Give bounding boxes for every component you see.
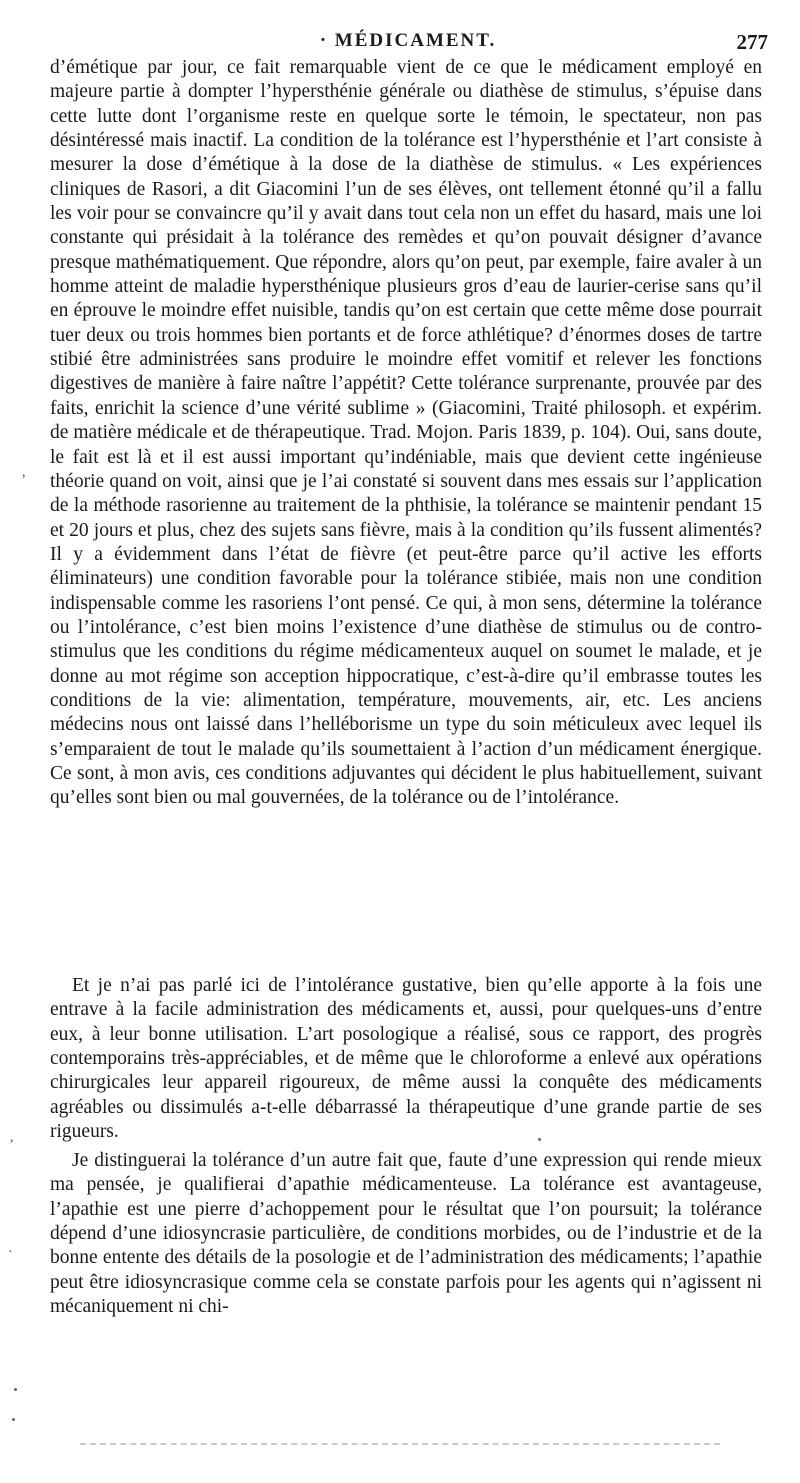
margin-speck: ,	[22, 465, 26, 480]
running-title: · MÉDICAMENT.	[319, 30, 497, 51]
paragraph-intolerance-gustative: Et je n’ai pas parlé ici de l’intolérance gustative, bien qu’elle apporte à la fois une entrave à la facile administration des médicaments et, aussi, pour quelques-uns d’entre eux, à leur bonne utilisation. L’art posologique a réalisé, sous ce rapport, des progrès contemporains très-appréciables, et de même que le chloroforme a enlevé aux opérations chirurgicales leur appareil rigoureux, de même aussi la conquête des médicaments agréables ou dissimulés a-t-elle débarrassé la thérapeutique d’une grande partie de ses rigueurs.	[50, 975, 762, 1143]
body-text	[50, 56, 762, 1394]
page-number: 277	[736, 30, 768, 54]
margin-speck: ,	[10, 1130, 14, 1145]
margin-speck: ·	[8, 1245, 13, 1260]
bottom-bleed-through-line	[80, 1443, 720, 1445]
ink-dot	[538, 1138, 541, 1141]
paragraph-apathie-medicamenteuse: Je distinguerai la tolérance d’un autre fait que, faute d’une expression qui rende mieux ma pensée, je qualifierai d’apathie médicamenteuse. La tolérance est avantageuse, l’apathie est une pierre d’achoppement pour le résultat que l’on poursuit; la tolérance dépend d’une idiosyncrasie particulière, de conditions morbides, ou de l’industrie et de la bonne entente des détails de la posologie et de l’administration des médicaments; l’apathie peut être idiosyncrasique comme cela se constate parfois pour les agents qui n’agissent ni mécaniquement ni chi-	[50, 1150, 762, 1318]
ink-dot	[12, 1418, 15, 1421]
page-header	[48, 30, 768, 56]
paragraph-tolerance-rasori: d’émétique par jour, ce fait remarquable vient de ce que le médicament employé en majeure partie à dompter l’hypersthénie générale ou diathèse de stimulus, s’épuise dans cette lutte dont l’organisme reste en quelque sorte le témoin, le spectateur, non pas désintéressé mais inactif. La condition de la tolérance est l’hypersthénie et l’art consiste à mesurer la dose d’émétique à la dose de la diathèse de stimulus. « Les expériences cliniques de Rasori, a dit Giacomini l’un de ses élèves, ont tellement étonné qu’il a fallu les voir pour se convaincre qu’il y avait dans tout cela non un effet du hasard, mais une loi constante qui présidait à la tolérance des remèdes et qu’on pouvait désigner d’avance presque mathématiquement. Que répondre, alors qu’on peut, par exemple, faire avaler à un homme atteint de maladie hypersthénique plusieurs gros d’eau de laurier-cerise sans qu’il en éprouve le moindre effet nuisible, tandis qu’on est certain que cette même dose pourrait tuer deux ou trois hommes bien portants et de force athlétique? d’énormes doses de tartre stibié être administrées sans produire le moindre effet vomitif et relever les fonctions digestives de manière à faire naître l’appétit? Cette tolérance surprenante, prouvée par des faits, enrichit la science d’une vérité sublime » (Giacomini, Traité philosoph. et expérim. de matière médicale et de thérapeutique. Trad. Mojon. Paris 1839, p. 104). Oui, sans doute, le fait est là et il est aussi important qu’indéniable, mais que devient cette ingénieuse théorie quand on voit, ainsi que je l’ai constaté si souvent dans mes essais sur l’application de la méthode rasorienne au traitement de la phthisie, la tolérance se maintenir pendant 15 et 20 jours et plus, chez des sujets sans fièvre, mais à la condition qu’ils fussent alimentés? Il y a évidemment dans l’état de fièvre (et peut-être parce qu’il active les efforts éliminateurs) une condition favorable pour la tolérance stibiée, mais non une condition indispensable comme les rasoriens l’ont pensé. Ce qui, à mon sens, détermine la tolérance ou l’intolérance, c’est bien moins l’existence d’une diathèse de stimulus ou de contro-stimulus que les conditions du régime médicamenteux auquel on soumet le malade, et je donne au mot régime son acception hippocratique, c’est-à-dire qu’il embrasse toutes les conditions de la vie: alimentation, température, mouvements, air, etc. Les anciens médecins nous ont laissé dans l’helléborisme un type du soin méticuleux avec lequel ils s’emparaient de tout le malade qu’ils soumettaient à l’action d’un médicament énergique. Ce sont, à mon avis, ces conditions adjuvantes qui décident le plus habituellement, suivant qu’elles sont bien ou mal gouvernées, de la tolérance ou de l’intolérance.	[50, 57, 762, 809]
ink-dot	[14, 1388, 17, 1391]
